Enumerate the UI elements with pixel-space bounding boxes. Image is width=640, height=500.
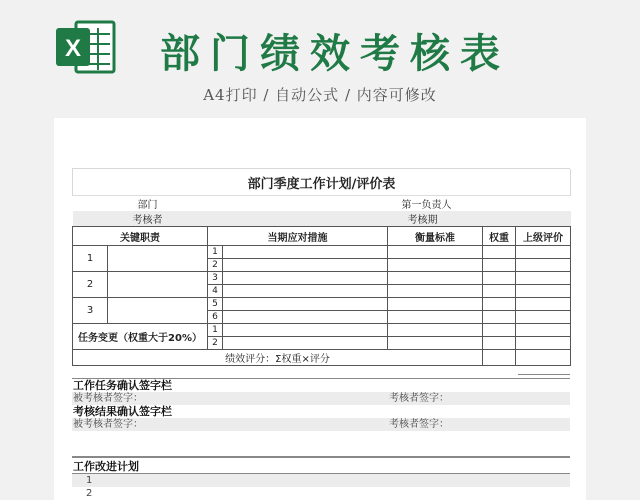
measure-number: 6 <box>208 311 223 324</box>
banner-title: 部门绩效考核表 <box>160 30 510 77</box>
improvement-section <box>72 456 570 500</box>
duty-number: 3 <box>73 298 108 324</box>
assessor-value[interactable] <box>223 211 438 227</box>
improvement-row[interactable]: 1 <box>72 474 570 487</box>
spreadsheet-preview <box>54 118 586 500</box>
change-number: 1 <box>208 324 223 337</box>
supervisor-header: 上级评价 <box>516 227 571 246</box>
assessor-label: 考核者 <box>73 211 223 227</box>
result-sign-row <box>72 418 570 431</box>
duty-cell[interactable] <box>108 298 208 324</box>
department-label: 部门 <box>73 196 223 212</box>
duty-cell[interactable] <box>108 272 208 298</box>
change-cell[interactable] <box>223 337 388 350</box>
improvement-title: 工作改进计划 <box>72 460 570 474</box>
duty-number: 2 <box>73 272 108 298</box>
assessor-sign-label: 考核者签字： <box>389 393 449 404</box>
measure-cell[interactable] <box>223 298 388 311</box>
change-cell[interactable] <box>223 324 388 337</box>
confirmation-section <box>72 374 570 431</box>
improvement-row[interactable]: 2 <box>72 487 570 500</box>
measure-number: 5 <box>208 298 223 311</box>
measure-number: 2 <box>208 259 223 272</box>
measures-header: 当期应对措施 <box>208 227 388 246</box>
change-number: 2 <box>208 337 223 350</box>
measure-number: 4 <box>208 285 223 298</box>
banner-subtitle: A4打印 / 自动公式 / 内容可修改 <box>203 86 437 104</box>
measure-number: 1 <box>208 246 223 259</box>
measure-cell[interactable] <box>223 272 388 285</box>
score-formula: 绩效评分：Σ权重×评分 <box>73 350 483 366</box>
measure-cell[interactable] <box>223 285 388 298</box>
measure-cell[interactable] <box>223 311 388 324</box>
first-responsible-label: 第一负责人 <box>401 200 452 211</box>
key-duty-header: 关键职责 <box>73 227 208 246</box>
duty-cell[interactable] <box>108 246 208 272</box>
result-confirm-title: 考核结果确认签字栏 <box>73 405 172 418</box>
evaluation-form <box>72 168 570 366</box>
score-value-cell[interactable] <box>516 350 571 366</box>
task-change-label: 任务变更（权重大于20%） <box>73 324 208 350</box>
period-label: 考核期 <box>407 215 438 226</box>
banner <box>0 0 640 118</box>
svg-text:X: X <box>64 35 82 62</box>
task-sign-row <box>72 392 570 405</box>
evaluation-table <box>72 169 571 366</box>
measure-number: 3 <box>208 272 223 285</box>
excel-logo-icon <box>54 18 116 76</box>
assessee-sign-label: 被考核者签字： <box>73 419 143 430</box>
criteria-header: 衡量标准 <box>388 227 483 246</box>
duty-number: 1 <box>73 246 108 272</box>
assessee-sign-label: 被考核者签字： <box>73 393 143 404</box>
assessor-sign-label: 考核者签字： <box>389 419 449 430</box>
measure-cell[interactable] <box>223 246 388 259</box>
task-confirm-title: 工作任务确认签字栏 <box>73 379 172 392</box>
weight-header: 权重 <box>483 227 516 246</box>
measure-cell[interactable] <box>223 259 388 272</box>
form-title: 部门季度工作计划/评价表 <box>73 169 571 196</box>
score-weight-cell[interactable] <box>483 350 516 366</box>
department-value[interactable] <box>223 196 452 212</box>
